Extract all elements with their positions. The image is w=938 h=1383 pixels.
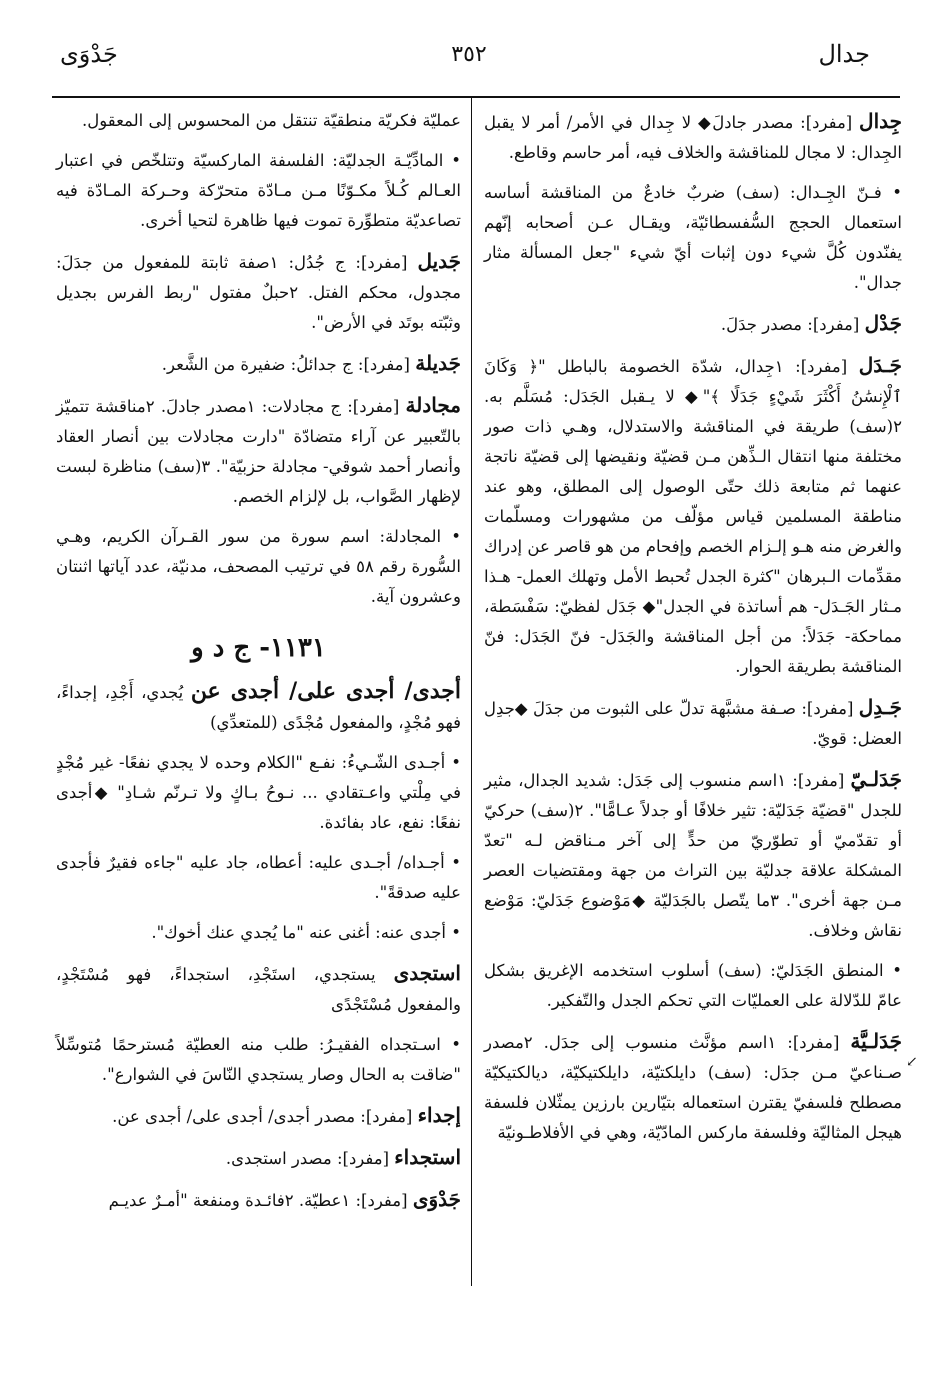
definition: • فـنّ الجِـدال: (سف) ضربٌ خادعٌ من المناقشة أساسه استعمال الحجج السُّفسطائيّة، ويقـال عـن أصحابه إنّهم يفنّدون كُلَّ شيء دون إثبات أيّ شيء "جعل المسألة مثار جدال". (484, 183, 902, 292)
entry (56, 848, 461, 908)
definition: [مفرد]: ١اسم مؤنَّث منسوب إلى جدَل. ٢مصدر صـناعيّ مـن جدَل: (سف) دايلكتيّة، دايلكتيكيّة، ديالكتيكيّة مصطلح فلسفيّ يقترن استعماله بتيّارين بارزين يمثّلان فلسفة هيجل المثاليّة وفلسفة ماركس المادّيّة، وهي في الأفلاطـونيّة (484, 1033, 902, 1142)
definition: [مفرد]: ١جِدال، شدّة الخصومة بالباطل "﴿ وَكَانَ ٱلْإِنسَٰنُ أَكْثَرَ شَيْءٍ جَدَلًا ﴾"◆ لا يـقبل الجَدَل: مُسَلَّم به. ٢(سف) طريقة في المناقشة والاستدلال، وهـي ذات صور مختلفة منها انتقال الـذِّهن مـن قضيّة ونقيضها إلى قضيّة ناتجة عنهما ثم متابعة ذلك حتّى الوصول إلى المطلق، وهو عند مناطقة المسلمين قياس مؤلّف من مشهورات ومسلّمات والغرض منه هـو إلـزام الخصم وإفحام من هو قاصر عن إدراك مقدِّمات الـبرهان "كثرة الجدل تُحبط الأمل وتهلك العمل- هـذا مـثار الجَـدَل- هم أساتذة في الجدل"◆ جَدَل لفظيّ: سَفْسَطة، مماحكة- جَدَلاً: من أجل المناقشة والجَدَل- فنّ الجَدَل: فنّ المناقشة بطريقة الحوار. (484, 357, 902, 676)
headword: جَدْوَى (412, 1187, 461, 1211)
definition: • أجـدى الشّـيءُ: نفـع "الكلام وحده لا يجدي نفعًا- غير مُجْدٍ في مِلْتي واعـتقادي ... نـوحُ بـاكٍ ولا تـرنّم شـادِ" ◆أجدى نفعًا: نفع، عاد بفائدة. (56, 753, 461, 832)
entry (484, 1026, 902, 1148)
entry (484, 764, 902, 946)
definition: • المنطق الجَدَليّ: (سف) أسلوب استخدمه الإغريق بشكل عامّ للدّلالة على العمليّات التي تحكم الجدل والتّفكير. (484, 961, 902, 1010)
headword: جِدال (859, 109, 902, 133)
right-column (484, 106, 902, 1158)
definition: [مفرد]: ج جُدُل: ١صفة ثابتة للمفعول من جدَلَ: مجدول، محكم الفتل. ٢حبلٌ مفتول "ربط الفرس بجديل وثبّته بوتَد في الأرض". (56, 253, 461, 332)
definition: [مفرد]: صـفة مشبَّهة تدلّ على الثبوت من جدَلَ ◆جدِل العضل: قويّ. (484, 699, 902, 748)
headword: جَدْل (864, 311, 902, 335)
definition: • المجادلة: اسم سورة من سور القـرآن الكريم، وهـي السُّورة رقم ٥٨ في ترتيب المصحف، مدنيّة، عدد آياتها اثنتان وعشرون آية. (56, 527, 461, 606)
entry (484, 956, 902, 1016)
entry (56, 522, 461, 612)
entry (56, 748, 461, 838)
entry (56, 1030, 461, 1090)
entry (484, 106, 902, 168)
column-divider (471, 98, 472, 1286)
entry (56, 246, 461, 338)
entry (56, 676, 461, 738)
entry (56, 918, 461, 948)
definition: • المادِّيّـة الجدليّة: الفلسفة الماركسيّة وتتلخّص في اعتبار العـالم كُـلاً مكـوّنًا مـن مـادّة متحرّكة وحـركة المـادّة فيه تصاعديّة متطوِّرة تموت فيها ظاهرة لتحيا أخرى. (56, 151, 461, 230)
entry (56, 106, 461, 136)
entry (484, 308, 902, 340)
definition: [مفرد]: ج مجادلات: ١مصدر جادلَ. ٢مناقشة تتميّز بالتّعبير عن آراء متضادّة "دارت مجادلات بين أنصار العقاد وأنصار أحمد شوقي- مجادلة حزبيّة". ٣(سف) مناظرة لبست لإظهار الصَّواب، بل لإلزام الخصم. (56, 397, 461, 506)
entry (56, 1142, 461, 1174)
headword: جَديل (417, 249, 462, 273)
headword: جَـدَل (858, 353, 902, 377)
definition: [مفرد]: مصدر استجدى. (225, 1149, 390, 1168)
entry (56, 1184, 461, 1216)
entry (484, 178, 902, 298)
definition: [مفرد]: ١اسم منسوب إلى جَدَل: شديد الجدال، مثير للجدل "قضيّة جَدَليّة: تثير خلافًا أو جدلاً عـامًّا". ٢(سف) حركيّ أو تقدّميّ أو تطوّريّ من حدٍّ إلى آخر مـناقض لـه "تعدّ المشكلة علاقة جدليّة بين التراث من جهة ومقتضيات العصر مـن جهة أخرى". ٣ما يتّصل بالجَدَليّة ◆مَوْضوع جَدَليّ: مَوْضع نقاش وخلاف. (484, 771, 902, 940)
entry (56, 348, 461, 380)
entry (56, 1100, 461, 1132)
entry (56, 390, 461, 512)
definition: [مفرد]: مصدر جدَلَ. (720, 315, 860, 334)
headword: أجدى/ أجدى على/ أجدى عن (190, 678, 461, 704)
header-rule (52, 96, 900, 98)
headword: استجدى (393, 961, 461, 985)
definition: يُجدي، أَجْدِ، إجداءً، فهو مُجْدٍ، والمفعول مُجْدًى (للمتعدِّي) (56, 683, 461, 732)
margin-mark-icon: ↙ (906, 1054, 918, 1070)
entry (484, 692, 902, 754)
headword: مجادلة (405, 393, 461, 417)
running-header-right: جدال (818, 40, 870, 68)
definition: • أجـداه/ أجـدى عليه: أعطاه، جاد عليه "جاءه فقيرٌ فأجدى عليه صدقةً". (56, 853, 461, 902)
headword: استجداء (394, 1145, 461, 1169)
definition: [مفرد]: ج جدائلُ: ضفيرة من الشَّعر. (161, 355, 410, 374)
definition: [مفرد]: مصدر جادلَ◆ لا جِدال في الأمر/ أمر لا يقبل الجِدال: لا مجال للمناقشة والخلاف فيه، أمر حاسم وقاطع. (484, 113, 902, 162)
headword: جَـدِل (858, 695, 902, 719)
page-number: ٣٥٢ (451, 42, 487, 67)
definition: يستجدي، استَجْدِ، استجداءً، فهو مُسْتَجْدٍ، والمفعول مُسْتَجْدًى (56, 965, 461, 1014)
running-header-left: جَدْوَى (60, 40, 118, 68)
definition: عمليّة فكريّة منطقيّة تنتقل من المحسوس إلى المعقول. (81, 111, 461, 130)
definition: • أجدى عنه: أغنى عنه "ما يُجدي عنك أخوك". (151, 923, 461, 942)
entry (56, 146, 461, 236)
headword: جَدَلـيَّة (850, 1029, 902, 1053)
entry (56, 958, 461, 1020)
definition: [مفرد]: مصدر أجدى/ أجدى على/ أجدى عن. (112, 1107, 413, 1126)
left-column (56, 106, 461, 1226)
definition: [مفرد]: ١عطيّة. ٢فائـدة ومنفعة "أمـرٌ عديـم (108, 1191, 408, 1210)
root-heading: ١١٣١- ج د و (191, 633, 326, 663)
headword: جَدَلـيّ (850, 767, 902, 791)
definition: • اسـتجداه الفقيـرُ: طلب منه العطيّة مُسترحمًا مُتوسِّلاً "ضاقت به الحال وصار يستجدي النّاسَ في الشوارع". (56, 1035, 461, 1084)
headword: إجداء (417, 1103, 461, 1127)
headword: جَديلة (415, 351, 461, 375)
entry (484, 350, 902, 682)
